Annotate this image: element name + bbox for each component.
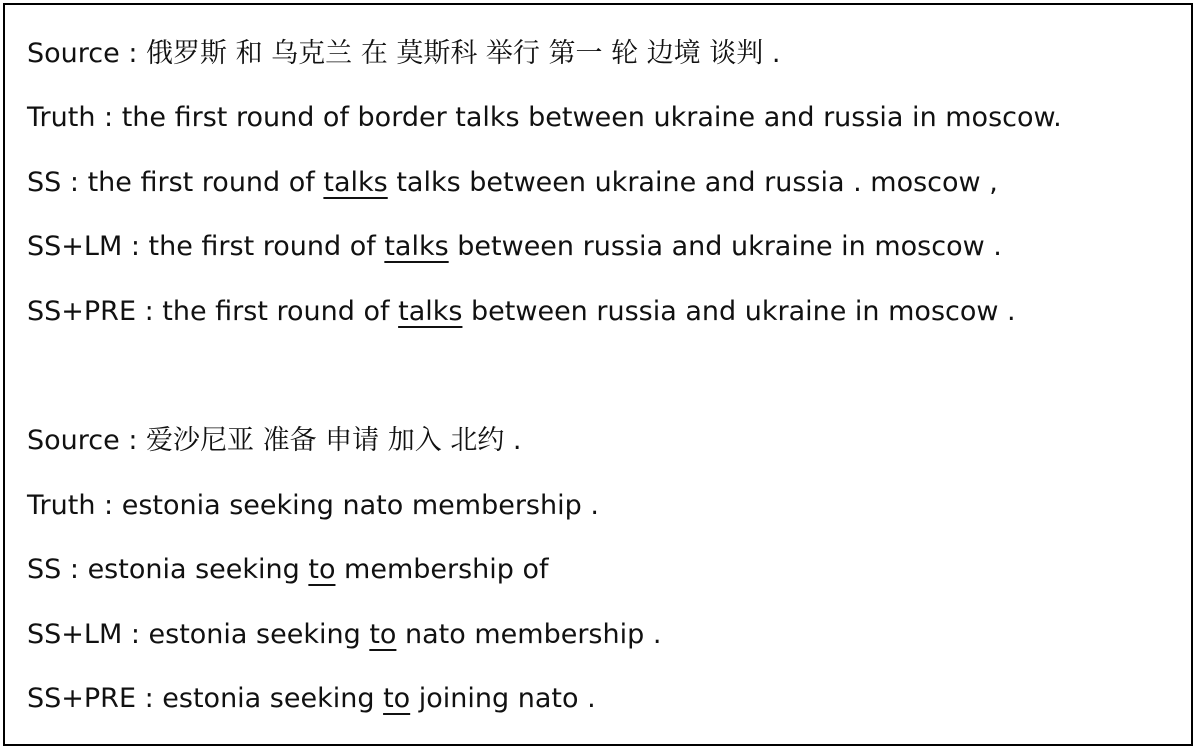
sspre-text-before: the first round of	[162, 296, 399, 327]
example-1-sslm	[27, 230, 1002, 264]
examples-box	[3, 3, 1193, 746]
source-text: 俄罗斯 和 乌克兰 在 莫斯科 举行 第一 轮 边境 谈判 .	[146, 38, 781, 69]
sslm-label: SS+LM :	[27, 619, 140, 650]
example-2-sslm	[27, 618, 661, 652]
sslm-text-before: estonia seeking	[148, 619, 370, 650]
example-1-ss	[27, 166, 998, 200]
example-1-source	[27, 37, 780, 71]
example-2-truth	[27, 489, 599, 523]
sspre-text-after: between russia and ukraine in moscow .	[462, 296, 1016, 327]
example-2-source	[27, 424, 522, 458]
sspre-text-after: joining nato .	[410, 683, 596, 714]
source-label: Source :	[27, 38, 138, 69]
ss-text-before: the first round of	[87, 167, 324, 198]
sspre-text-before: estonia seeking	[162, 683, 384, 714]
sspre-underlined-word: to	[383, 683, 411, 714]
ss-label: SS :	[27, 167, 79, 198]
example-2-sspre	[27, 682, 596, 716]
sspre-label: SS+PRE :	[27, 296, 154, 327]
truth-label: Truth :	[27, 102, 114, 133]
truth-text: the first round of border talks between ukraine and russia in moscow.	[121, 102, 1062, 133]
sspre-label: SS+PRE :	[27, 683, 154, 714]
example-2-ss	[27, 553, 549, 587]
ss-underlined-word: talks	[323, 167, 388, 198]
source-label: Source :	[27, 425, 138, 456]
example-1-truth	[27, 101, 1062, 135]
sslm-text-before: the first round of	[148, 231, 385, 262]
sspre-underlined-word: talks	[398, 296, 463, 327]
ss-label: SS :	[27, 554, 79, 585]
sslm-underlined-word: talks	[384, 231, 449, 262]
source-text: 爱沙尼亚 准备 申请 加入 北约 .	[146, 425, 522, 456]
sslm-label: SS+LM :	[27, 231, 140, 262]
ss-underlined-word: to	[308, 554, 336, 585]
sslm-text-after: between russia and ukraine in moscow .	[448, 231, 1002, 262]
truth-text: estonia seeking nato membership .	[121, 490, 599, 521]
truth-label: Truth :	[27, 490, 114, 521]
sslm-text-after: nato membership .	[396, 619, 662, 650]
ss-text-before: estonia seeking	[87, 554, 309, 585]
ss-text-after: membership of	[335, 554, 549, 585]
sslm-underlined-word: to	[369, 619, 397, 650]
ss-text-after: talks between ukraine and russia . moscow ,	[387, 167, 998, 198]
example-1-sspre	[27, 295, 1016, 329]
